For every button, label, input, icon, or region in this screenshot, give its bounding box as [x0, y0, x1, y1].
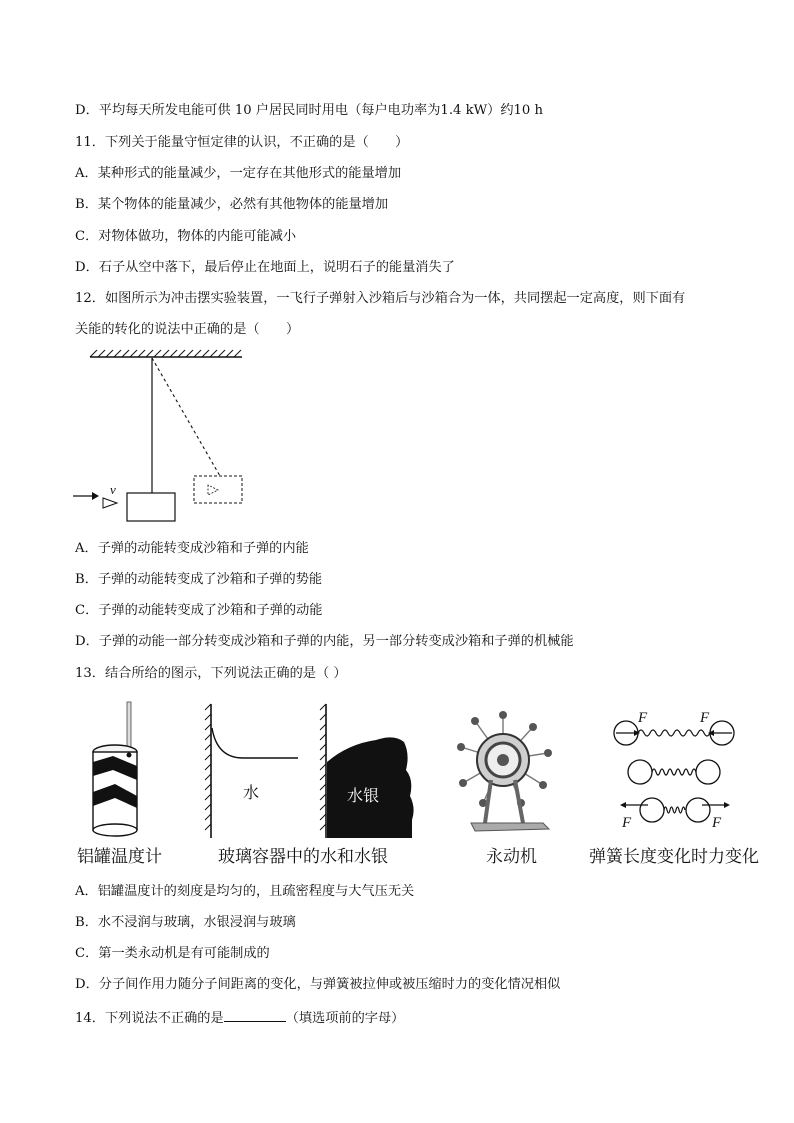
q12-stem-line1: 12．如图所示为冲击摆实验装置，一飞行子弹射入沙箱后与沙箱合为一体，共同摆起一定高度，则下面有	[75, 291, 686, 306]
q12-option-a: A．子弹的动能转变成沙箱和子弹的内能	[75, 541, 309, 556]
spring-natural	[628, 760, 720, 784]
sand-box	[127, 493, 175, 521]
q12-stem-line2: 关能的转化的说法中正确的是（ ）	[75, 322, 300, 337]
ballistic-pendulum-figure	[70, 345, 270, 535]
force-label-top-left: F	[638, 710, 648, 726]
q14-prefix: 14．下列说法不正确的是	[75, 1011, 224, 1026]
spring-force-figure	[612, 705, 747, 830]
q12-option-c: C．子弹的动能转变成了沙箱和子弹的动能	[75, 603, 323, 618]
bullet-icon	[103, 498, 117, 508]
q11-option-c: C．对物体做功，物体的内能可能减小	[75, 229, 297, 244]
mercury-label: 水银	[347, 786, 380, 805]
q14-answer-blank[interactable]	[224, 1009, 286, 1022]
q12-option-d: D．子弹的动能一部分转变成沙箱和子弹的内能，另一部分转变成沙箱和子弹的机械能	[75, 634, 574, 649]
machine-base	[471, 823, 549, 831]
water-label: 水	[243, 783, 260, 802]
arrowhead-icon	[92, 492, 99, 500]
q11-option-b: B．某个物体的能量减少，必然有其他物体的能量增加	[75, 197, 389, 212]
q10-option-d: D．平均每天所发电能可供 10 户居民同时用电（每户电功率为1.4 kW）约10 h	[75, 103, 543, 118]
caption-water-mercury: 玻璃容器中的水和水银	[218, 847, 388, 867]
caption-perpetual-motion: 永动机	[486, 847, 537, 867]
q13-stem: 13．结合所给的图示，下列说法正确的是（ ）	[75, 666, 347, 681]
velocity-label: v	[110, 482, 116, 497]
q13-option-a: A．铝罐温度计的刻度是均匀的，且疏密程度与大气压无关	[75, 884, 415, 899]
q12-option-b: B．子弹的动能转变成了沙箱和子弹的势能	[75, 572, 323, 587]
water-meniscus	[212, 728, 298, 758]
force-label-top-right: F	[700, 710, 710, 726]
aluminum-can-thermometer-figure	[85, 700, 165, 840]
q14-suffix: （填选项前的字母）	[285, 1011, 405, 1026]
q11-option-a: A．某种形式的能量减少，一定存在其他形式的能量增加	[75, 166, 402, 181]
caption-spring: 弹簧长度变化时力变化	[589, 847, 759, 867]
swung-string-dashed	[152, 358, 220, 476]
can-bottom	[93, 824, 137, 836]
q11-option-d: D．石子从空中落下，最后停止在地面上，说明石子的能量消失了	[75, 260, 455, 275]
wall-hatch	[205, 704, 211, 838]
q13-option-c: C．第一类永动机是有可能制成的	[75, 946, 270, 961]
sand-box-swung-dashed	[194, 476, 242, 503]
ceiling-hatch	[90, 350, 241, 357]
bullet-inside-icon	[208, 485, 218, 495]
mercury-in-glass-figure	[318, 700, 418, 840]
q13-option-b: B．水不浸润与玻璃，水银浸润与玻璃	[75, 915, 296, 930]
caption-can-thermometer: 铝罐温度计	[77, 847, 162, 867]
perpetual-motion-machine-figure	[453, 705, 563, 835]
q13-option-d: D．分子间作用力随分子间距离的变化，与弹簧被拉伸或被压缩时力的变化情况相似	[75, 977, 561, 992]
q14-stem	[75, 1009, 404, 1027]
force-label-bottom-left: F	[622, 815, 632, 830]
glass-tube	[127, 702, 131, 752]
force-label-bottom-right: F	[712, 815, 722, 830]
water-in-glass-figure	[203, 700, 313, 840]
q11-stem: 11．下列关于能量守恒定律的认识，不正确的是（ ）	[75, 135, 409, 150]
spring-stretched	[614, 721, 734, 745]
